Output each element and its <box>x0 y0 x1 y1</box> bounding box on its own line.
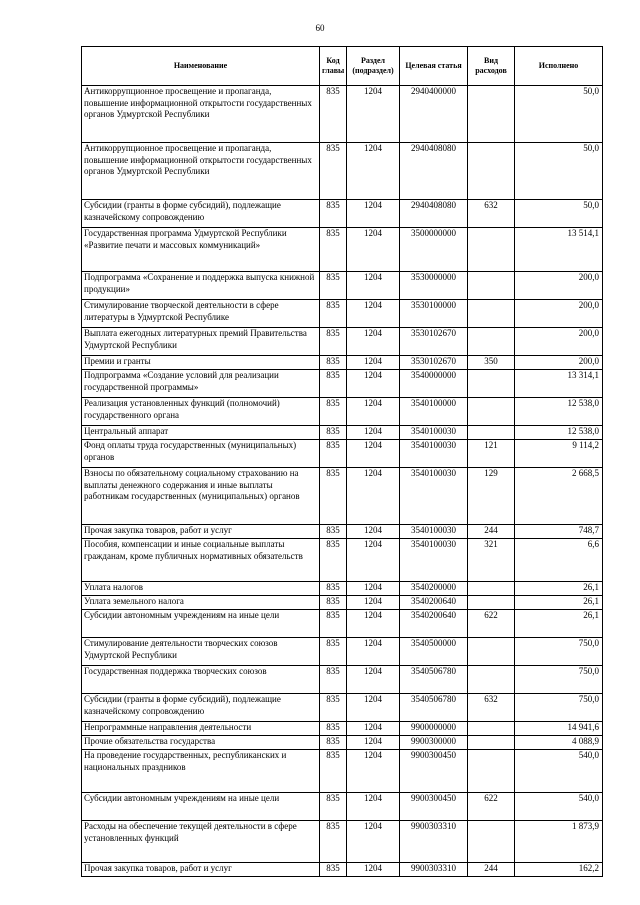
row-name: Стимулирование творческой деятельности в сфере литературы в Удмуртской Республике <box>82 300 320 328</box>
row-target: 2940408080 <box>400 200 468 228</box>
row-target: 3540100000 <box>400 398 468 426</box>
row-name: Расходы на обеспечение текущей деятельности в сфере установленных функций <box>82 821 320 863</box>
table-row <box>82 86 603 143</box>
row-section: 1204 <box>347 370 400 398</box>
row-type: 350 <box>468 356 515 370</box>
header-section: Раздел (подраздел) <box>347 47 400 86</box>
row-amount: 50,0 <box>515 86 603 143</box>
row-code: 835 <box>320 750 347 793</box>
row-target: 2940400000 <box>400 86 468 143</box>
row-code: 835 <box>320 736 347 750</box>
row-code: 835 <box>320 228 347 272</box>
row-type <box>468 666 515 694</box>
row-name: Уплата налогов <box>82 582 320 596</box>
row-type <box>468 596 515 610</box>
row-code: 835 <box>320 582 347 596</box>
header-name: Наименование <box>82 47 320 86</box>
row-amount: 4 088,9 <box>515 736 603 750</box>
row-type: 244 <box>468 863 515 877</box>
row-section: 1204 <box>347 638 400 666</box>
table-row <box>82 228 603 272</box>
row-code: 835 <box>320 426 347 440</box>
row-code: 835 <box>320 200 347 228</box>
header-amount: Исполнено <box>515 47 603 86</box>
row-amount: 9 114,2 <box>515 440 603 468</box>
row-section: 1204 <box>347 328 400 356</box>
row-amount: 12 538,0 <box>515 398 603 426</box>
row-amount: 200,0 <box>515 356 603 370</box>
table-row <box>82 638 603 666</box>
table-row <box>82 750 603 793</box>
table-header-row <box>82 47 603 86</box>
row-code: 835 <box>320 610 347 638</box>
row-amount: 540,0 <box>515 793 603 821</box>
row-type <box>468 821 515 863</box>
row-code: 835 <box>320 468 347 525</box>
table-row <box>82 426 603 440</box>
row-name: На проведение государственных, республиканских и национальных праздников <box>82 750 320 793</box>
row-amount: 200,0 <box>515 300 603 328</box>
row-section: 1204 <box>347 228 400 272</box>
row-section: 1204 <box>347 143 400 200</box>
row-name: Реализация установленных функций (полномочий) государственного органа <box>82 398 320 426</box>
row-type <box>468 722 515 736</box>
table-row <box>82 610 603 638</box>
row-code: 835 <box>320 666 347 694</box>
row-target: 9900300000 <box>400 736 468 750</box>
row-target: 3530102670 <box>400 356 468 370</box>
row-name: Субсидии автономным учреждениям на иные цели <box>82 793 320 821</box>
row-type <box>468 582 515 596</box>
row-code: 835 <box>320 398 347 426</box>
row-name: Уплата земельного налога <box>82 596 320 610</box>
row-target: 3540100030 <box>400 426 468 440</box>
row-section: 1204 <box>347 596 400 610</box>
row-type <box>468 426 515 440</box>
row-target: 3540100030 <box>400 539 468 582</box>
row-target: 3540500000 <box>400 638 468 666</box>
header-code: Код главы <box>320 47 347 86</box>
row-target: 3530000000 <box>400 272 468 300</box>
row-name: Центральный аппарат <box>82 426 320 440</box>
row-name: Субсидии автономным учреждениям на иные цели <box>82 610 320 638</box>
table-row <box>82 694 603 722</box>
row-section: 1204 <box>347 539 400 582</box>
table-row <box>82 300 603 328</box>
row-target: 3530102670 <box>400 328 468 356</box>
table-row <box>82 356 603 370</box>
row-code: 835 <box>320 793 347 821</box>
row-section: 1204 <box>347 398 400 426</box>
table-row <box>82 539 603 582</box>
row-name: Непрограммные направления деятельности <box>82 722 320 736</box>
row-target: 3540200000 <box>400 582 468 596</box>
row-target: 3500000000 <box>400 228 468 272</box>
row-name: Пособия, компенсации и иные социальные выплаты гражданам, кроме публичных нормативных обязательств <box>82 539 320 582</box>
row-code: 835 <box>320 638 347 666</box>
row-type <box>468 736 515 750</box>
row-type <box>468 272 515 300</box>
row-type <box>468 398 515 426</box>
row-section: 1204 <box>347 86 400 143</box>
row-target: 9900000000 <box>400 722 468 736</box>
row-section: 1204 <box>347 750 400 793</box>
row-type: 632 <box>468 694 515 722</box>
budget-table <box>81 46 603 877</box>
row-type <box>468 143 515 200</box>
row-type: 129 <box>468 468 515 525</box>
row-target: 3540506780 <box>400 694 468 722</box>
row-amount: 50,0 <box>515 143 603 200</box>
row-target: 3540100030 <box>400 468 468 525</box>
row-target: 3540200640 <box>400 610 468 638</box>
table-row <box>82 143 603 200</box>
row-section: 1204 <box>347 272 400 300</box>
row-section: 1204 <box>347 821 400 863</box>
row-code: 835 <box>320 272 347 300</box>
row-name: Премии и гранты <box>82 356 320 370</box>
row-amount: 14 941,6 <box>515 722 603 736</box>
row-name: Фонд оплаты труда государственных (муниципальных) органов <box>82 440 320 468</box>
row-name: Антикоррупционное просвещение и пропаганда, повышение информационной открытости государственных органов Удмуртской Республики <box>82 86 320 143</box>
row-amount: 6,6 <box>515 539 603 582</box>
row-amount: 162,2 <box>515 863 603 877</box>
row-code: 835 <box>320 370 347 398</box>
row-code: 835 <box>320 863 347 877</box>
row-amount: 50,0 <box>515 200 603 228</box>
row-type: 622 <box>468 610 515 638</box>
row-section: 1204 <box>347 582 400 596</box>
row-type <box>468 750 515 793</box>
row-target: 3540506780 <box>400 666 468 694</box>
row-amount: 12 538,0 <box>515 426 603 440</box>
table-row <box>82 272 603 300</box>
header-type: Вид расходов <box>468 47 515 86</box>
row-type <box>468 328 515 356</box>
row-code: 835 <box>320 539 347 582</box>
row-type <box>468 228 515 272</box>
row-section: 1204 <box>347 426 400 440</box>
page-number: 60 <box>315 23 325 33</box>
table-row <box>82 582 603 596</box>
row-name: Выплата ежегодных литературных премий Правительства Удмуртской Республики <box>82 328 320 356</box>
table-row <box>82 440 603 468</box>
row-code: 835 <box>320 694 347 722</box>
row-target: 2940408080 <box>400 143 468 200</box>
row-amount: 2 668,5 <box>515 468 603 525</box>
header-target: Целевая статья <box>400 47 468 86</box>
row-code: 835 <box>320 300 347 328</box>
row-target: 9900300450 <box>400 793 468 821</box>
row-name: Антикоррупционное просвещение и пропаганда, повышение информационной открытости государственных органов Удмуртской Республики <box>82 143 320 200</box>
row-type <box>468 370 515 398</box>
row-section: 1204 <box>347 694 400 722</box>
row-name: Субсидии (гранты в форме субсидий), подлежащие казначейскому сопровождению <box>82 694 320 722</box>
row-amount: 13 514,1 <box>515 228 603 272</box>
table-row <box>82 821 603 863</box>
row-target: 9900303310 <box>400 863 468 877</box>
row-type: 321 <box>468 539 515 582</box>
row-code: 835 <box>320 440 347 468</box>
row-name: Взносы по обязательному социальному страхованию на выплаты денежного содержания и иные выплаты работникам государственных (муниципальных) органов <box>82 468 320 525</box>
row-type <box>468 86 515 143</box>
row-name: Прочие обязательства государства <box>82 736 320 750</box>
row-name: Государственная программа Удмуртской Республики «Развитие печати и массовых коммуникаций» <box>82 228 320 272</box>
row-target: 3530100000 <box>400 300 468 328</box>
row-section: 1204 <box>347 666 400 694</box>
row-section: 1204 <box>347 440 400 468</box>
row-section: 1204 <box>347 722 400 736</box>
row-target: 3540100030 <box>400 525 468 539</box>
table-row <box>82 722 603 736</box>
row-target: 3540100030 <box>400 440 468 468</box>
row-amount: 26,1 <box>515 610 603 638</box>
row-amount: 1 873,9 <box>515 821 603 863</box>
row-amount: 200,0 <box>515 272 603 300</box>
row-code: 835 <box>320 821 347 863</box>
row-amount: 750,0 <box>515 638 603 666</box>
row-amount: 540,0 <box>515 750 603 793</box>
row-amount: 26,1 <box>515 596 603 610</box>
table-row <box>82 596 603 610</box>
table-row <box>82 736 603 750</box>
row-name: Субсидии (гранты в форме субсидий), подлежащие казначейскому сопровождению <box>82 200 320 228</box>
row-section: 1204 <box>347 736 400 750</box>
row-code: 835 <box>320 143 347 200</box>
row-section: 1204 <box>347 468 400 525</box>
table-row <box>82 468 603 525</box>
row-section: 1204 <box>347 610 400 638</box>
row-section: 1204 <box>347 356 400 370</box>
row-section: 1204 <box>347 525 400 539</box>
row-name: Подпрограмма «Создание условий для реализации государственной программы» <box>82 370 320 398</box>
row-code: 835 <box>320 722 347 736</box>
row-type: 244 <box>468 525 515 539</box>
table-row <box>82 328 603 356</box>
row-target: 3540000000 <box>400 370 468 398</box>
row-name: Прочая закупка товаров, работ и услуг <box>82 863 320 877</box>
table-row <box>82 525 603 539</box>
row-target: 9900300450 <box>400 750 468 793</box>
row-name: Государственная поддержка творческих союзов <box>82 666 320 694</box>
row-code: 835 <box>320 356 347 370</box>
row-type: 121 <box>468 440 515 468</box>
table-row <box>82 398 603 426</box>
row-name: Прочая закупка товаров, работ и услуг <box>82 525 320 539</box>
row-section: 1204 <box>347 863 400 877</box>
table-row <box>82 200 603 228</box>
row-amount: 13 314,1 <box>515 370 603 398</box>
row-section: 1204 <box>347 200 400 228</box>
row-code: 835 <box>320 328 347 356</box>
row-type: 632 <box>468 200 515 228</box>
row-amount: 750,0 <box>515 666 603 694</box>
row-amount: 200,0 <box>515 328 603 356</box>
row-section: 1204 <box>347 793 400 821</box>
row-amount: 750,0 <box>515 694 603 722</box>
row-section: 1204 <box>347 300 400 328</box>
row-target: 9900303310 <box>400 821 468 863</box>
row-type <box>468 638 515 666</box>
table-row <box>82 666 603 694</box>
table-row <box>82 793 603 821</box>
row-type: 622 <box>468 793 515 821</box>
row-code: 835 <box>320 596 347 610</box>
row-name: Стимулирование деятельности творческих союзов Удмуртской Республики <box>82 638 320 666</box>
table-row <box>82 863 603 877</box>
row-amount: 26,1 <box>515 582 603 596</box>
table-row <box>82 370 603 398</box>
row-amount: 748,7 <box>515 525 603 539</box>
row-name: Подпрограмма «Сохранение и поддержка выпуска книжной продукции» <box>82 272 320 300</box>
row-code: 835 <box>320 86 347 143</box>
row-type <box>468 300 515 328</box>
row-target: 3540200640 <box>400 596 468 610</box>
row-code: 835 <box>320 525 347 539</box>
